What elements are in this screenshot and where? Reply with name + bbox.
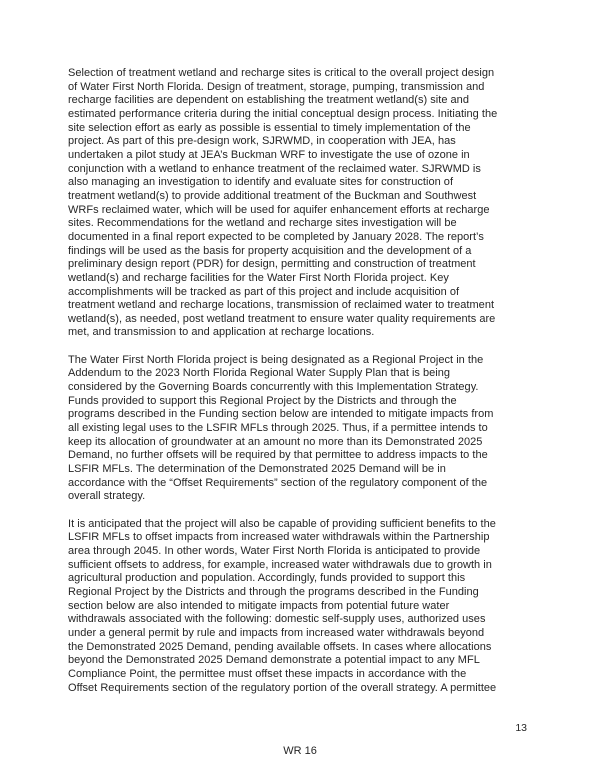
text-line: sufficient offsets to address, for example, increased water withdrawals due to growth in xyxy=(68,558,492,571)
text-line: undertaken a pilot study at JEA’s Buckman WRF to investigate the use of ozone in xyxy=(68,148,470,161)
text-line: Regional Project by the Districts and through the programs described in the Funding xyxy=(68,585,479,598)
text-line: Funds provided to support this Regional Project by the Districts and through the xyxy=(68,394,457,407)
text-line: preliminary design report (PDR) for design, permitting and construction of treatment xyxy=(68,258,476,271)
body-text xyxy=(68,67,546,695)
footer-doc-code: WR 16 xyxy=(283,745,317,757)
paragraph-regional-project xyxy=(68,354,546,504)
text-line: the Demonstrated 2025 Demand, pending available offsets. In cases where allocations xyxy=(68,640,492,653)
text-line: accomplishments will be tracked as part of this project and include acquisition of xyxy=(68,285,460,298)
text-line: documented in a final report expected to be completed by January 2028. The report’s xyxy=(68,230,484,243)
text-line: wetland(s) and recharge facilities for the Water First North Florida project. Key xyxy=(68,271,449,284)
text-line: area through 2045. In other words, Water First North Florida is anticipated to provide xyxy=(68,544,481,557)
text-line: findings will be used as the basis for property acquisition and the development of a xyxy=(68,244,472,257)
text-line: project. As part of this pre-design work, SJRWMD, in cooperation with JEA, has xyxy=(68,135,456,148)
text-line: Demand, no further offsets will be required by that permittee to address impacts to the xyxy=(68,449,488,462)
text-line: all existing legal uses to the LSFIR MFLs through 2025. Thus, if a permittee intends to xyxy=(68,422,488,435)
text-line: The Water First North Florida project is being designated as a Regional Project in the xyxy=(68,353,484,366)
text-line: agricultural production and population. Accordingly, funds provided to support this xyxy=(68,572,466,585)
text-line: site selection effort as early as possible is essential to timely implementation of the xyxy=(68,121,471,134)
text-line: withdrawals associated with the following: domestic self-supply uses, authorized uses xyxy=(68,613,486,626)
text-line: LSFIR MFLs. The determination of the Demonstrated 2025 Demand will be in xyxy=(68,463,446,476)
text-line: also managing an investigation to identify and evaluate sites for construction of xyxy=(68,176,454,189)
text-line: section below are also intended to mitigate impacts from potential future water xyxy=(68,599,450,612)
paragraph-site-selection xyxy=(68,67,546,340)
text-line: considered by the Governing Boards concurrently with this Implementation Strategy. xyxy=(68,381,479,394)
text-line: It is anticipated that the project will also be capable of providing sufficient benefits to the xyxy=(68,517,496,530)
text-line: accordance with the “Offset Requirements” section of the regulatory component of the xyxy=(68,476,488,489)
text-line: wetland(s), as needed, post wetland treatment to ensure water quality requirements are xyxy=(68,312,496,325)
text-line: sites. Recommendations for the wetland and recharge sites investigation will be xyxy=(68,217,457,230)
text-line: Addendum to the 2023 North Florida Regional Water Supply Plan that is being xyxy=(68,367,451,380)
text-line: Offset Requirements section of the regulatory portion of the overall strategy. A permittee xyxy=(68,681,497,694)
text-line: overall strategy. xyxy=(68,490,146,503)
text-line: under a general permit by rule and impacts from increased water withdrawals beyond xyxy=(68,626,485,639)
text-line: LSFIR MFLs to offset impacts from increased water withdrawals within the Partnership xyxy=(68,531,490,544)
text-line: Selection of treatment wetland and recharge sites is critical to the overall project design xyxy=(68,67,495,79)
text-line: beyond the Demonstrated 2025 Demand demonstrate a potential impact to any MFL xyxy=(68,654,480,667)
text-line: estimated performance criteria during the initial conceptual design process. Initiating the xyxy=(68,107,498,120)
text-line: keep its allocation of groundwater at an amount no more than its Demonstrated 2025 xyxy=(68,435,483,448)
text-line: programs described in the Funding section below are intended to mitigate impacts from xyxy=(68,408,494,421)
text-line: treatment wetland and recharge locations, transmission of reclaimed water to treatment xyxy=(68,299,495,312)
text-line: conjunction with a wetland to enhance treatment of the reclaimed water. SJRWMD is xyxy=(68,162,481,175)
text-line: recharge facilities are dependent on establishing the treatment wetland(s) site and xyxy=(68,94,469,107)
paragraph-future-withdrawals xyxy=(68,518,546,696)
text-line: met, and transmission to and application at recharge locations. xyxy=(68,326,375,339)
text-line: Compliance Point, the permittee must offset these impacts in accordance with the xyxy=(68,667,467,680)
text-line: treatment wetland(s) to provide additional treatment of the Buckman and Southwest xyxy=(68,189,477,202)
text-line: WRFs reclaimed water, which will be used for aquifer enhancement efforts at recharge xyxy=(68,203,490,216)
text-line: of Water First North Florida. Design of treatment, storage, pumping, transmission and xyxy=(68,80,485,93)
page-number: 13 xyxy=(515,722,527,734)
